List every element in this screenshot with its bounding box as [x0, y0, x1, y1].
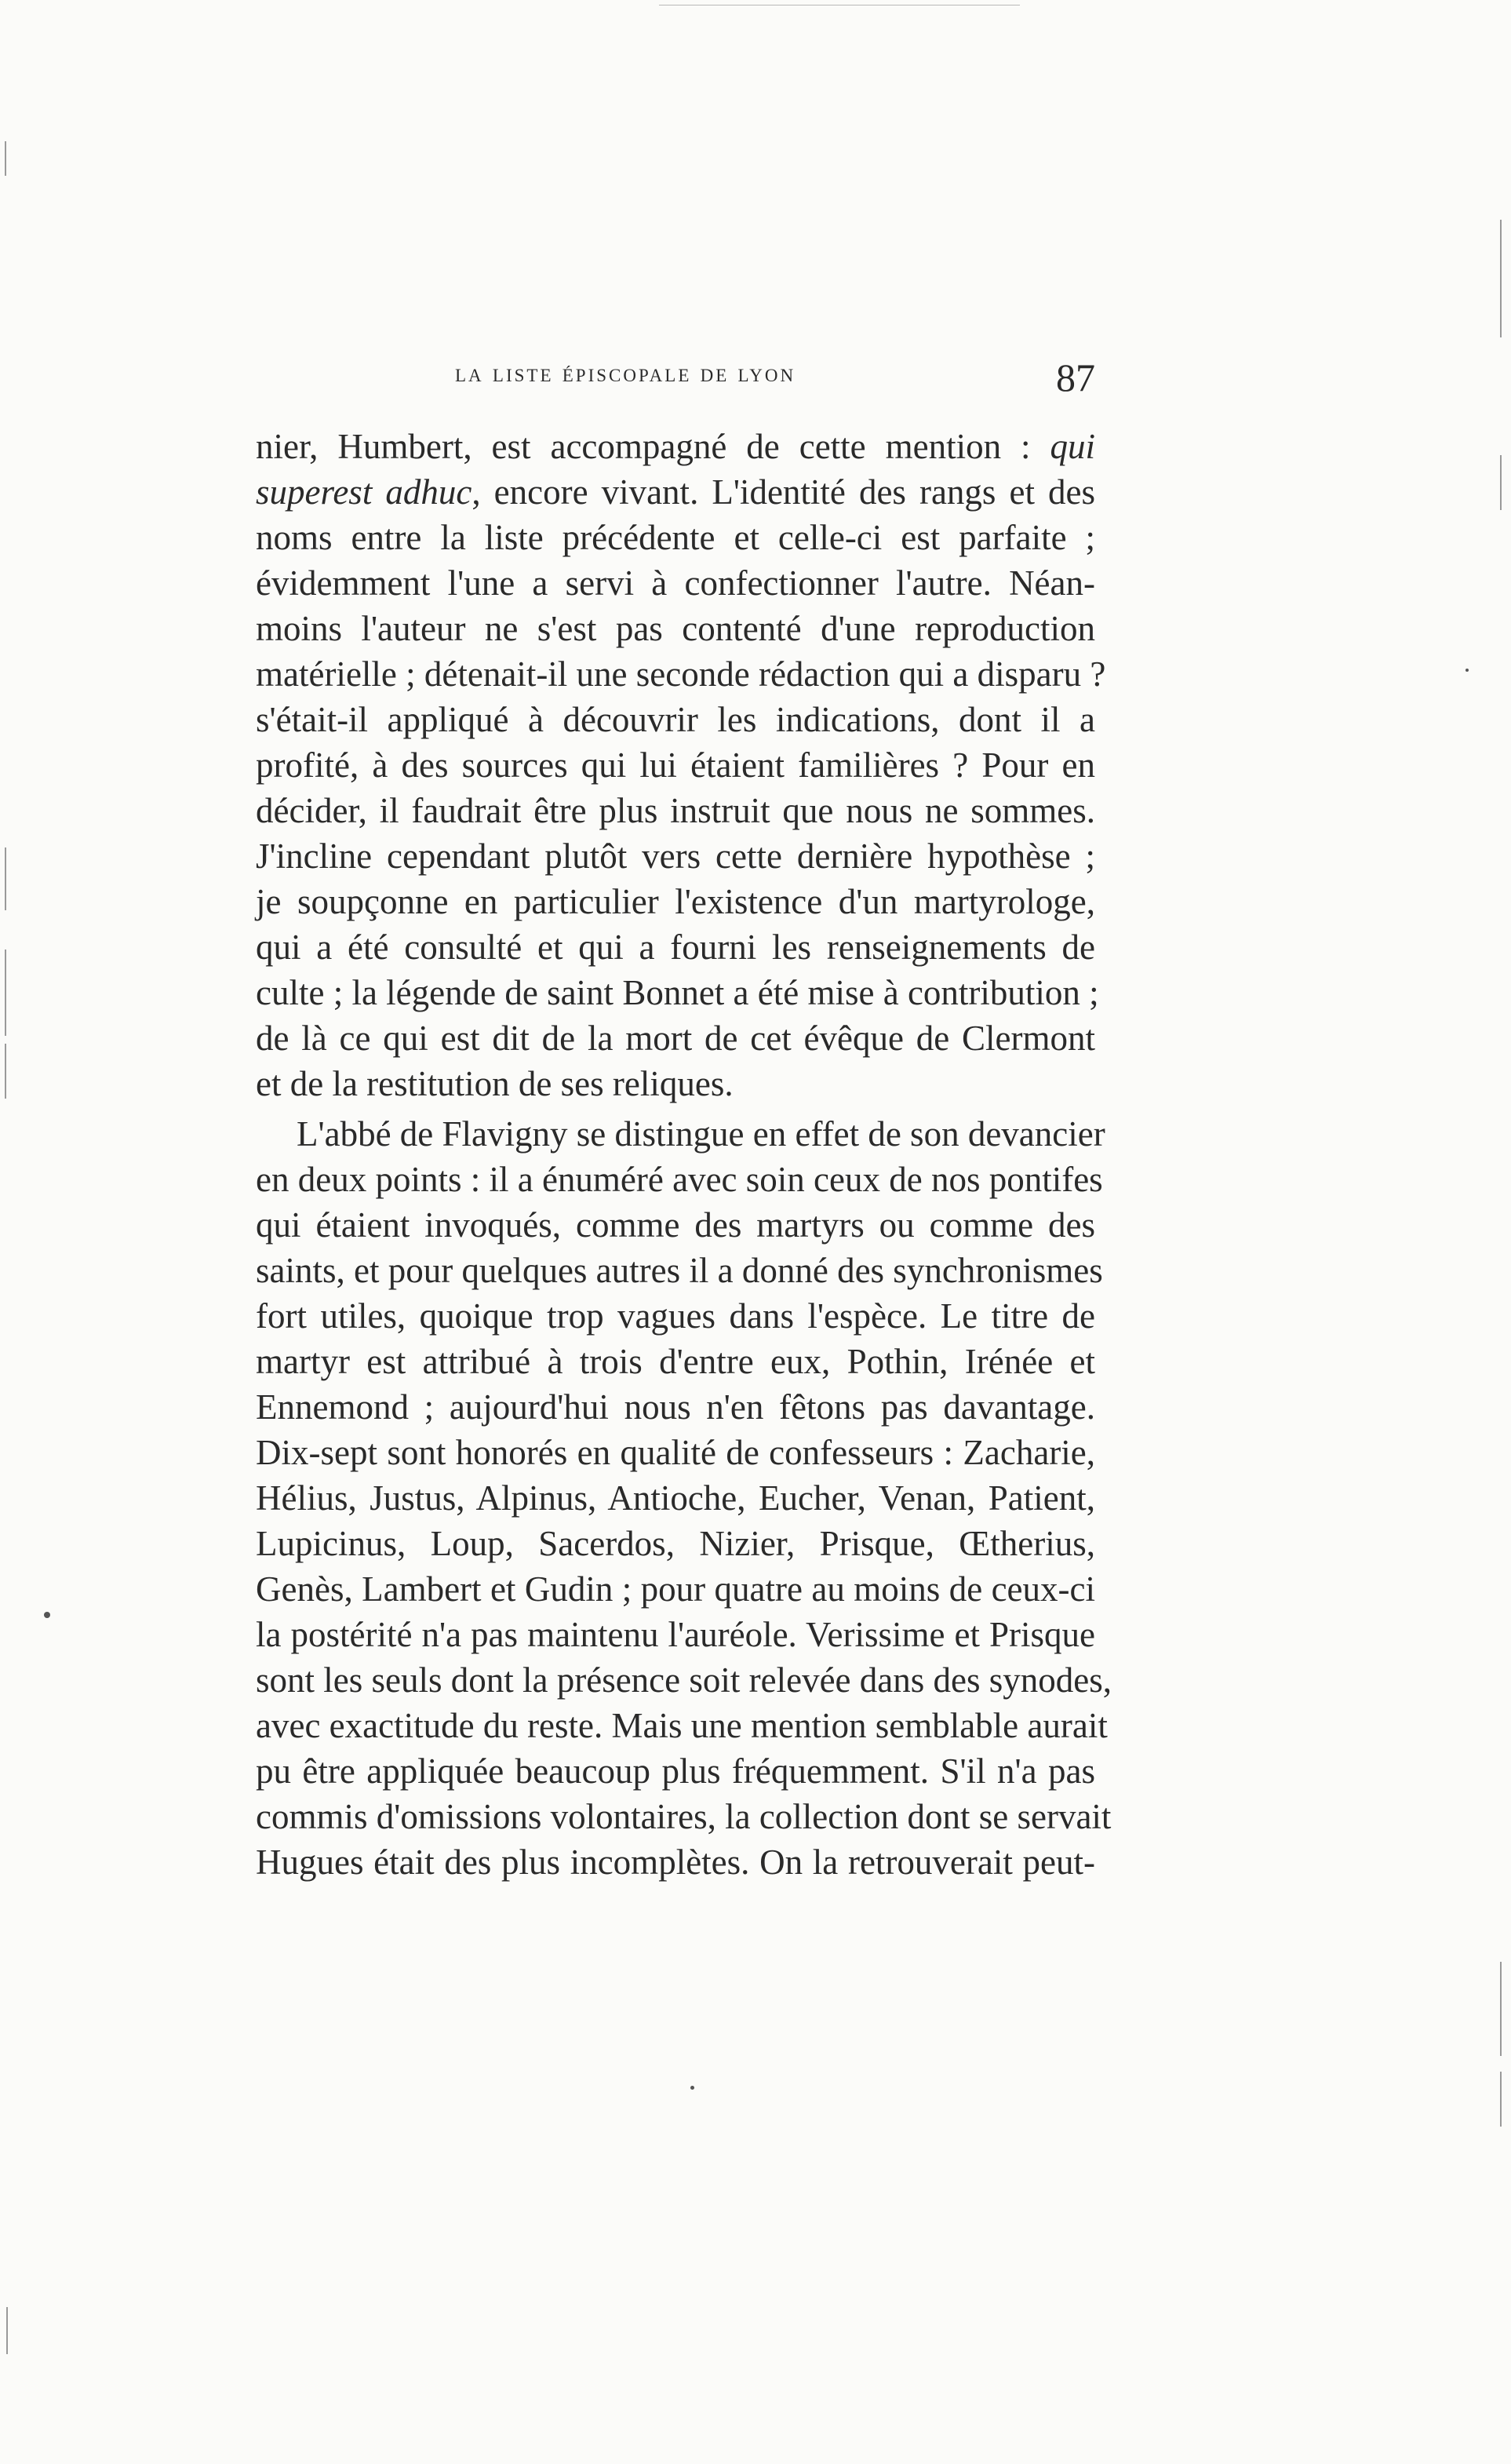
text-line: et de la restitution de ses reliques. [256, 1064, 734, 1103]
text-line: en deux points : il a énuméré avec soin ceux de nos pontifes [256, 1160, 1103, 1199]
text-line: décider, il faudrait être plus instruit que nous ne sommes. [256, 791, 1095, 830]
text-line: qui a été consulté et qui a fourni les renseignements de [256, 928, 1095, 967]
ink-speck [44, 1612, 50, 1618]
margin-mark [5, 1044, 6, 1099]
text-line: L'abbé de Flavigny se distingue en effet de son devancier [297, 1114, 1105, 1154]
text-line: saints, et pour quelques autres il a donné des synchronismes [256, 1251, 1103, 1290]
text-line: Hugues était des plus incomplètes. On la retrouverait peut- [256, 1843, 1095, 1882]
text-line: je soupçonne en particulier l'existence d'un martyrologe, [256, 882, 1095, 921]
text-line: matérielle ; détenait-il une seconde rédaction qui a disparu ? [256, 654, 1106, 694]
margin-mark [5, 141, 6, 176]
margin-mark [5, 950, 6, 1036]
text-line: s'était-il appliqué à découvrir les indications, dont il a [256, 700, 1095, 739]
text-line: Lupicinus, Loup, Sacerdos, Nizier, Prisque, Œtherius, [256, 1524, 1095, 1563]
text-line: commis d'omissions volontaires, la collection dont se servait [256, 1797, 1112, 1836]
text-line: Ennemond ; aujourd'hui nous n'en fêtons pas davantage. [256, 1387, 1095, 1427]
ink-speck [1465, 669, 1469, 672]
margin-mark [1500, 1962, 1502, 2056]
text-line: profité, à des sources qui lui étaient familières ? Pour en [256, 745, 1095, 785]
text-line: pu être appliquée beaucoup plus fréquemment. S'il n'a pas [256, 1751, 1095, 1791]
margin-mark [6, 2307, 8, 2354]
running-title: la liste épiscopale de lyon [455, 359, 796, 388]
text-line: J'incline cependant plutôt vers cette dernière hypothèse ; [256, 837, 1095, 876]
text-line: noms entre la liste précédente et celle-ci est parfaite ; [256, 518, 1095, 557]
margin-mark [5, 847, 6, 910]
text-line: avec exactitude du reste. Mais une mention semblable aurait [256, 1706, 1108, 1745]
text-line: sont les seuls dont la présence soit relevée dans des synodes, [256, 1660, 1112, 1700]
ink-speck [690, 2086, 694, 2090]
page-number: 87 [1056, 355, 1095, 399]
text-line: la postérité n'a pas maintenu l'auréole. Verissime et Prisque [256, 1615, 1095, 1654]
body-text [256, 424, 1112, 1885]
margin-mark [1500, 455, 1502, 510]
margin-mark [1500, 2072, 1502, 2127]
text-line: superest adhuc, encore vivant. L'identité des rangs et des [256, 472, 1095, 512]
text-line: martyr est attribué à trois d'entre eux, Pothin, Irénée et [256, 1342, 1095, 1381]
text-line: fort utiles, quoique trop vagues dans l'espèce. Le titre de [256, 1296, 1095, 1336]
text-line: Genès, Lambert et Gudin ; pour quatre au moins de ceux-ci [256, 1569, 1095, 1609]
text-line: Dix-sept sont honorés en qualité de confesseurs : Zacharie, [256, 1433, 1095, 1472]
text-line: Hélius, Justus, Alpinus, Antioche, Eucher, Venan, Patient, [256, 1478, 1095, 1518]
text-line: nier, Humbert, est accompagné de cette mention : qui [256, 427, 1095, 466]
text-line: culte ; la légende de saint Bonnet a été mise à contribution ; [256, 973, 1099, 1012]
text-line: évidemment l'une a servi à confectionner l'autre. Néan- [256, 563, 1095, 603]
text-line: de là ce qui est dit de la mort de cet évêque de Clermont [256, 1019, 1095, 1058]
text-line: moins l'auteur ne s'est pas contenté d'une reproduction [256, 609, 1095, 648]
text-line: qui étaient invoqués, comme des martyrs ou comme des [256, 1205, 1095, 1245]
running-head [259, 355, 1095, 402]
margin-mark [1500, 220, 1502, 337]
